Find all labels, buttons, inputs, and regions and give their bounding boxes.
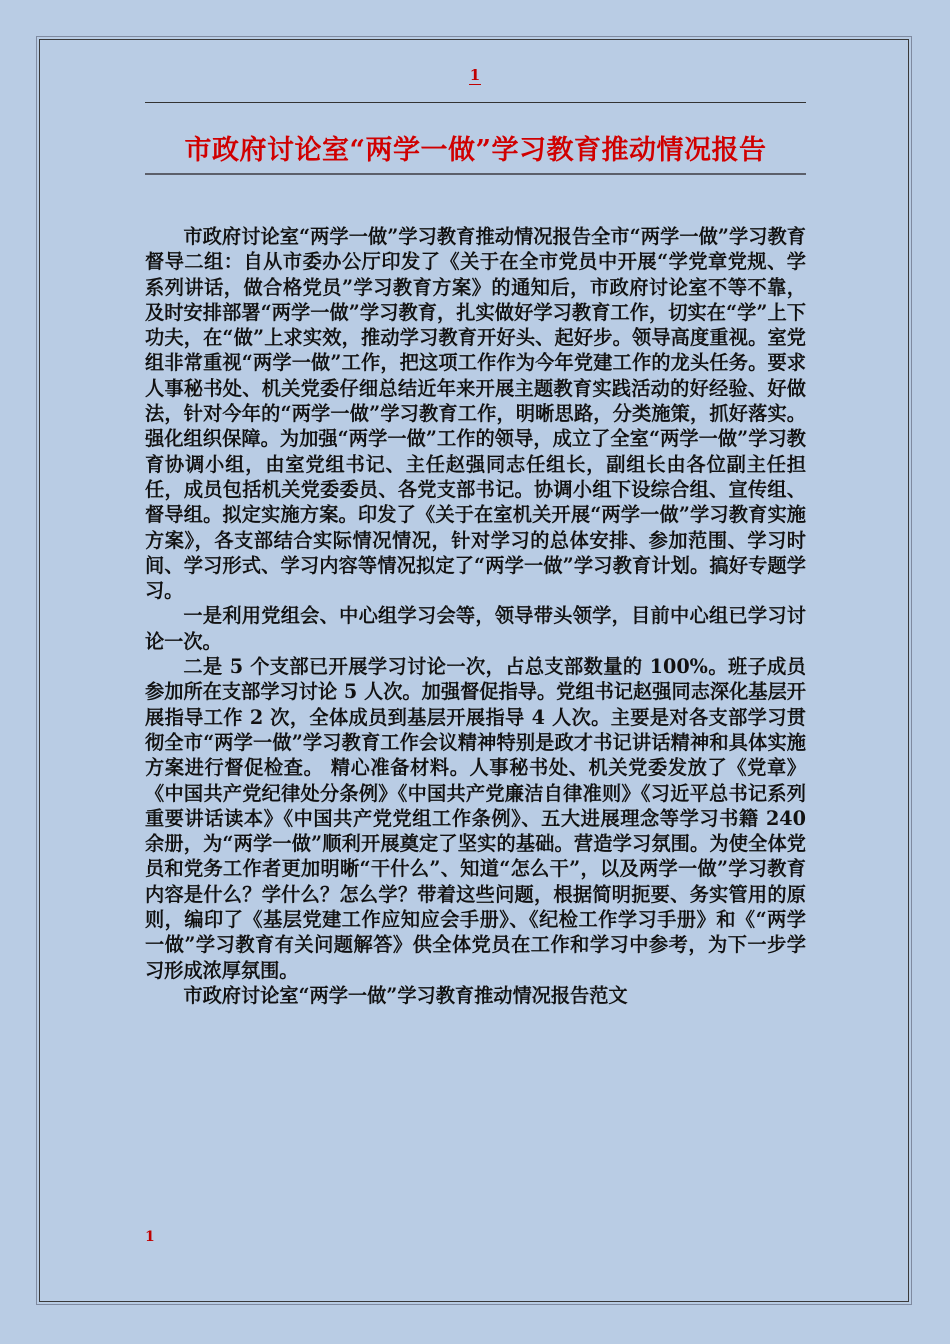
title-divider <box>145 173 806 175</box>
document-title: 市政府讨论室“两学一做”学习教育推动情况报告 <box>184 135 767 166</box>
document-body <box>145 224 806 1008</box>
header-divider <box>145 102 806 103</box>
body-paragraph: 一是利用党组会、中心组学习会等，领导带头领学，目前中心组已学习讨论一次。 <box>145 604 806 653</box>
body-paragraph: 市政府讨论室“两学一做”学习教育推动情况报告全市“两学一做”学习教育督导二组：自从市委办公厅印发了《关于在全市党员中开展“学党章党规、学系列讲话，做合格党员”学习教育方案》的通知后，市政府讨论室不等不靠，及时安排部署“两学一做”学习教育，扎实做好学习教育工作，切实在“学”上下功夫，在“做”上求实效，推动学习教育开好头、起好步。领导高度重视。室党组非常重视“两学一做”工作，把这项工作作为今年党建工作的龙头任务。要求人事秘书处、机关党委仔细总结近年来开展主题教育实践活动的好经验、好做法，针对今年的“两学一做”学习教育工作，明晰思路，分类施策，抓好落实。强化组织保障。为加强“两学一做”工作的领导，成立了全室“两学一做”学习教育协调小组，由室党组书记、主任赵强同志任组长，副组长由各位副主任担任，成员包括机关党委委员、各党支部书记。协调小组下设综合组、宣传组、督导组。拟定实施方案。印发了《关于在室机关开展“两学一做”学习教育实施方案》，各支部结合实际情况情况，针对学习的总体安排、参加范围、学习时间、学习形式、学习内容等情况拟定了“两学一做”学习教育计划。搞好专题学习。 <box>145 225 806 603</box>
header-page-number: 1 <box>469 66 481 84</box>
body-paragraph: 二是 5 个支部已开展学习讨论一次，占总支部数量的 100%。班子成员参加所在支部学习讨论 5 人次。加强督促指导。党组书记赵强同志深化基层开展指导工作 2 次，全体成员到基层开展指导 4 人次。主要是对各支部学习贯彻全市“两学一做”学习教育工作会议精神特别是政才书记讲话精神和具体实施方案进行督促检查。 精心准备材料。人事秘书处、机关党委发放了《党章》《中国共产党纪律处分条例》《中国共产党廉洁自律准则》《习近平总书记系列重要讲话读本》《中国共产党党组工作条例》、五大进展理念等学习书籍 240 余册，为“两学一做”顺利开展奠定了坚实的基础。营造学习氛围。为使全体党员和党务工作者更加明晰“干什么”、知道“怎么干”，以及两学一做”学习教育内容是什么？学什么？怎么学？带着这些问题，根据简明扼要、务实管用的原则，编印了《基层党建工作应知应会手册》、《纪检工作学习手册》和《“两学一做”学习教育有关问题解答》供全体党员在工作和学习中参考，为下一步学习形成浓厚氛围。 <box>145 655 806 982</box>
footer-page-number: 1 <box>145 1229 155 1245</box>
body-paragraph: 市政府讨论室“两学一做”学习教育推动情况报告范文 <box>183 983 628 1007</box>
